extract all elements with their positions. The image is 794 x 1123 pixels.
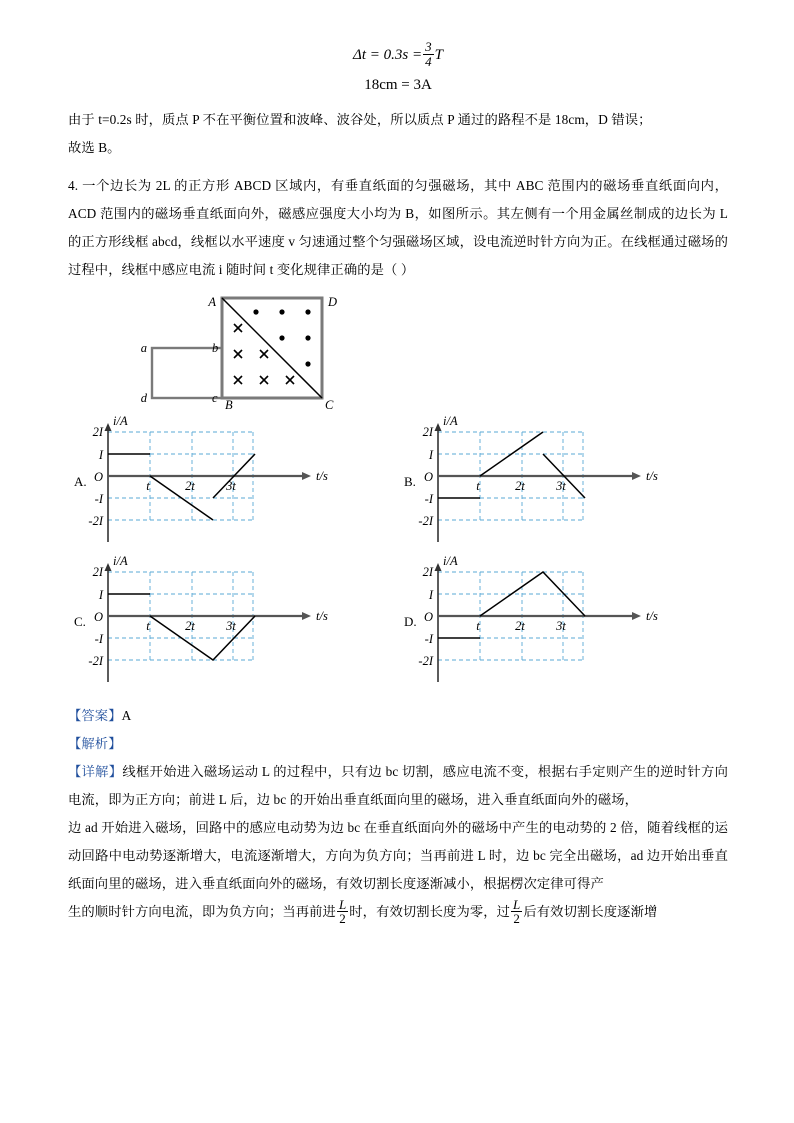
xtick-A-t: t <box>146 479 150 493</box>
ytick-D-I: I <box>428 588 433 602</box>
fraction-three-quarters <box>423 40 434 68</box>
ytick-A-neg2I: -2I <box>88 514 103 528</box>
ytick-B-2I: 2I <box>422 425 433 439</box>
ytick-A-negI: -I <box>94 492 103 506</box>
label-A: A <box>208 294 216 309</box>
ytick-D-neg2I: -2I <box>418 654 433 668</box>
fraction-L-over-2-second <box>511 898 522 926</box>
formula-18cm: 18cm = 3A <box>364 77 432 93</box>
question-paragraph <box>68 172 728 284</box>
answer-value: A <box>121 708 132 723</box>
graph-C[interactable] <box>68 554 368 694</box>
y-ticks-D <box>418 565 433 668</box>
xtick-D-3t: 3t <box>556 619 566 633</box>
dot-1 <box>253 309 258 314</box>
xtick-B-3t: 3t <box>556 479 566 493</box>
cross-3 <box>260 350 268 358</box>
y-ticks-B <box>418 425 433 528</box>
label-c: c <box>212 391 218 405</box>
answer-line <box>68 702 728 730</box>
label-a: a <box>140 341 147 355</box>
question-text: 一个边长为 2L 的正方形 ABCD 区域内，有垂直纸面的匀强磁场，其中 ABC 范围内的磁场垂直纸面向内，ACD 范围内的磁场垂直纸面向外，磁感应强度大小均为 B，如图所示。其左侧有一个用金属丝制成的边长为 L 的正方形线框 abcd，线框以水平速度 v 匀速通过整个匀强磁场区域，设电流逆时针方向为正。在线框通过磁场的过程中，线框中感应电流 i 随时间 t 变化规律正确的是（ ） <box>68 178 728 277</box>
formula-delta-t <box>68 40 728 70</box>
dot-6 <box>305 361 310 366</box>
y-ticks-C <box>88 565 103 668</box>
question-number: 4. <box>68 178 79 193</box>
fraction-denominator: 2 <box>337 911 348 926</box>
cross-5 <box>260 376 268 384</box>
ylabel-D: i/A <box>443 554 458 568</box>
x-ticks-D <box>476 619 566 633</box>
label-d: d <box>140 391 147 405</box>
detail-text-1: 线框开始进入磁场运动 L 的过程中，只有边 bc 切割，感应电流不变，根据右手定则产生的逆时针方向电流，即为正方向；前进 L 后，边 bc 的开始出垂直纸面向里的磁场，进入垂直纸面向外的磁场， <box>68 764 728 807</box>
x-ticks-B <box>476 479 566 493</box>
xtick-A-3t: 3t <box>226 479 236 493</box>
formula-delta-t-suffix: T <box>434 47 443 63</box>
y-axis-arrow-B <box>435 423 442 431</box>
detail-paragraph-1 <box>68 758 728 814</box>
figure-svg <box>130 288 390 410</box>
detail-text-3c: 后有效切割长度逐渐增 <box>523 904 658 919</box>
dot-3 <box>305 309 310 314</box>
xtick-C-t: t <box>146 619 150 633</box>
ytick-B-negI: -I <box>424 492 433 506</box>
ytick-C-neg2I: -2I <box>88 654 103 668</box>
option-graphs-container <box>68 414 728 694</box>
analysis-line <box>68 730 728 758</box>
ytick-C-negI: -I <box>94 632 103 646</box>
graph-B[interactable] <box>398 414 698 554</box>
cross-2 <box>234 350 242 358</box>
xtick-C-3t: 3t <box>226 619 236 633</box>
x-ticks-C <box>146 619 236 633</box>
y-axis-arrow-D <box>435 563 442 571</box>
fraction-numerator: L <box>338 896 347 912</box>
option-cell-C[interactable] <box>68 554 398 694</box>
prev-conclusion-line-2: 故选 B。 <box>68 140 121 155</box>
ytick-D-negI: -I <box>424 632 433 646</box>
graph-A[interactable] <box>68 414 368 554</box>
ytick-A-I: I <box>98 448 103 462</box>
ytick-A-2I: 2I <box>92 425 103 439</box>
ytick-B-neg2I: -2I <box>418 514 433 528</box>
answer-analysis-block <box>68 702 728 927</box>
cross-4 <box>234 376 242 384</box>
cross-1 <box>234 324 242 332</box>
ytick-C-O: O <box>93 610 103 624</box>
page-content <box>68 40 728 927</box>
fraction-numerator: L <box>513 896 521 912</box>
label-b: b <box>212 341 219 355</box>
detail-text-3b: 时，有效切割长度为零，过 <box>349 904 511 919</box>
ytick-B-I: I <box>428 448 433 462</box>
y-ticks-A <box>88 425 103 528</box>
xlabel-B: t/s <box>646 469 658 483</box>
detail-tag: 【详解】 <box>68 764 123 779</box>
option-cell-B[interactable] <box>398 414 728 554</box>
option-letter-C: C. <box>74 614 86 629</box>
y-axis-arrow-C <box>105 563 112 571</box>
ytick-A-O: O <box>93 470 103 484</box>
y-axis-arrow-A <box>105 423 112 431</box>
xtick-D-t: t <box>476 619 480 633</box>
xlabel-A: t/s <box>316 469 328 483</box>
xtick-C-2t: 2t <box>185 619 195 633</box>
xtick-B-2t: 2t <box>515 479 525 493</box>
label-B: B <box>225 398 233 410</box>
formula-block-top <box>68 40 728 100</box>
detail-text-3a: 生的顺时针方向电流，即为负方向；当再前进 <box>68 904 336 919</box>
formula-delta-t-prefix: Δt = 0.3s = <box>353 47 423 63</box>
x-axis-arrow-B <box>632 472 641 480</box>
fraction-denominator: 2 <box>511 911 522 926</box>
dot-2 <box>279 309 284 314</box>
x-axis-arrow-D <box>632 612 641 620</box>
x-ticks-A <box>146 479 236 493</box>
option-letter-D: D. <box>404 614 417 629</box>
graph-D[interactable] <box>398 554 698 694</box>
xlabel-D: t/s <box>646 609 658 623</box>
analysis-tag: 【解析】 <box>68 736 122 751</box>
label-D: D <box>328 294 338 309</box>
option-row-ab <box>68 414 728 554</box>
label-C: C <box>325 398 334 410</box>
fraction-numerator: 3 <box>425 39 432 55</box>
ytick-B-O: O <box>423 470 433 484</box>
ytick-D-O: O <box>423 610 433 624</box>
fraction-L-over-2-first <box>337 898 348 926</box>
ytick-D-2I: 2I <box>422 565 433 579</box>
xtick-B-t: t <box>476 479 480 493</box>
option-letter-A: A. <box>74 474 87 489</box>
figure-magnetic-field-region <box>68 288 728 410</box>
ylabel-A: i/A <box>113 414 128 428</box>
option-row-cd <box>68 554 728 694</box>
dot-4 <box>279 335 284 340</box>
xtick-A-2t: 2t <box>185 479 195 493</box>
xtick-D-2t: 2t <box>515 619 525 633</box>
option-letter-B: B. <box>404 474 416 489</box>
option-cell-A[interactable] <box>68 414 398 554</box>
x-axis-arrow-C <box>302 612 311 620</box>
detail-paragraph-2: 边 ad 开始进入磁场，回路中的感应电动势为边 bc 在垂直纸面向外的磁场中产生的电动势的 2 倍，随着线框的运动回路中电动势逐渐增大，电流逐渐增大，方向为负方向；当再前进 L 时，边 bc 完全出磁场，ad 边开始出垂直纸面向里的磁场，进入垂直纸面向外的磁场，有效切割长度逐渐减小，根据楞次定律可得产 <box>68 820 728 891</box>
option-cell-D[interactable] <box>398 554 728 694</box>
dot-5 <box>305 335 310 340</box>
ylabel-B: i/A <box>443 414 458 428</box>
prev-conclusion-line-1: 由于 t=0.2s 时，质点 P 不在平衡位置和波峰、波谷处，所以质点 P 通过的路程不是 18cm，D 错误； <box>68 112 652 127</box>
ytick-C-2I: 2I <box>92 565 103 579</box>
x-axis-arrow-A <box>302 472 311 480</box>
fraction-denominator: 4 <box>425 54 432 70</box>
detail-paragraph-3 <box>68 898 728 927</box>
ytick-C-I: I <box>98 588 103 602</box>
cross-6 <box>286 376 294 384</box>
field-into-page-crosses <box>234 324 294 384</box>
ylabel-C: i/A <box>113 554 128 568</box>
answer-tag: 【答案】 <box>68 708 122 723</box>
xlabel-C: t/s <box>316 609 328 623</box>
